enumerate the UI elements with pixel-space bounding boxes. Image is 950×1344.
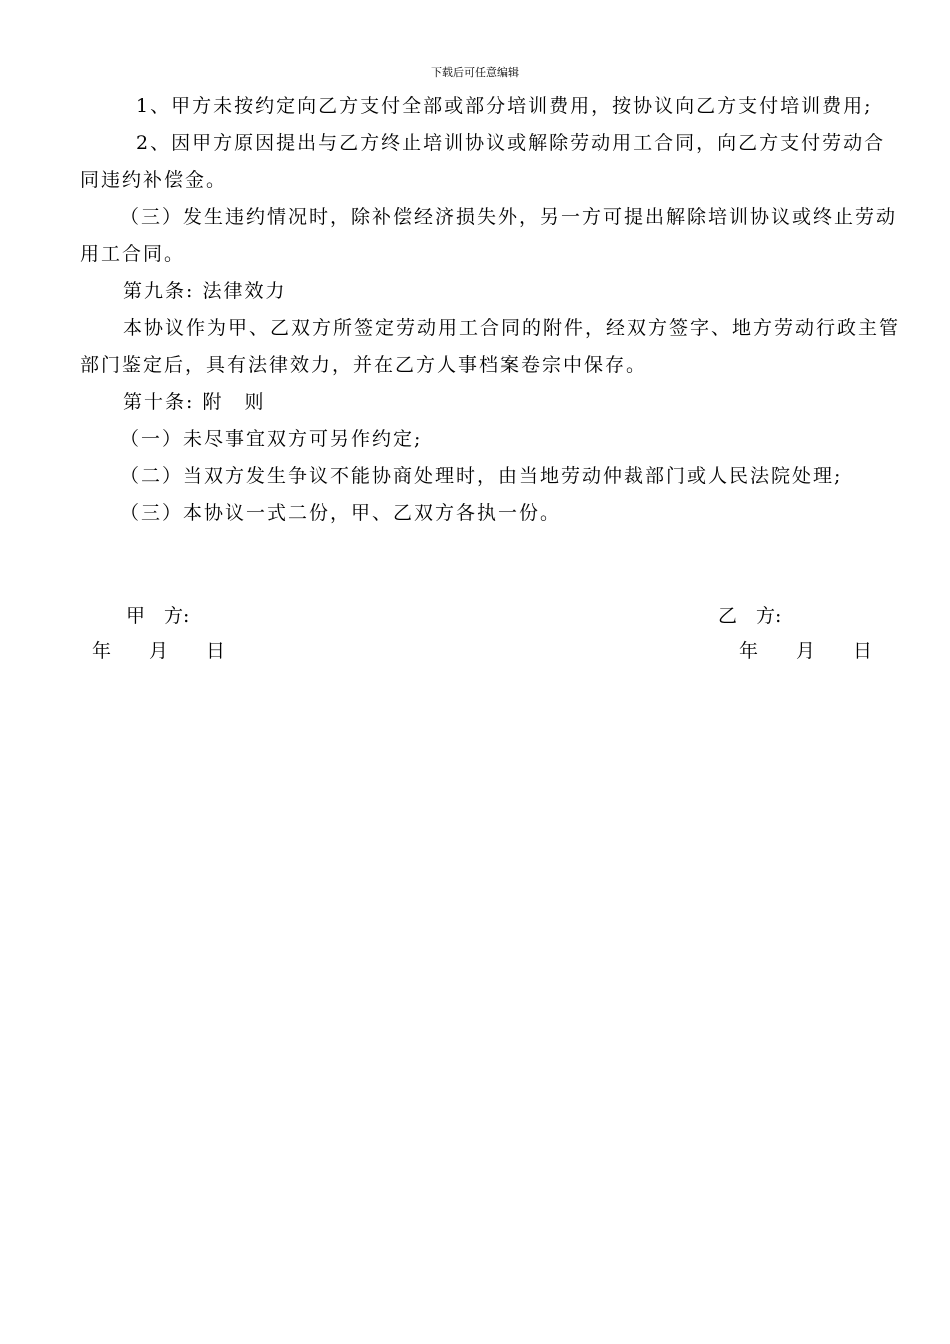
document-body bbox=[80, 88, 904, 532]
article-10-item-3: （三）本协议一式二份，甲、乙双方各执一份。 bbox=[120, 502, 562, 524]
article-9-heading: 第九条: 法律效力 bbox=[123, 280, 287, 302]
party-a-label: 甲 方: bbox=[126, 605, 190, 627]
clause-item-3: （三）发生违约情况时，除补偿经济损失外，另一方可提出解除培训协议或终止劳动用工合同。 bbox=[80, 206, 898, 265]
article-10-heading: 第十条: 附 则 bbox=[123, 391, 266, 413]
article-10-item-1: （一）未尽事宜双方可另作约定; bbox=[120, 428, 423, 450]
page-header-note: 下载后可任意编辑 bbox=[431, 66, 519, 79]
party-a-date: 年 月 日 bbox=[92, 640, 226, 662]
party-b-label: 乙 方: bbox=[718, 605, 782, 627]
article-10-item-2: （二）当双方发生争议不能协商处理时，由当地劳动仲裁部门或人民法院处理; bbox=[120, 465, 843, 487]
party-b-date: 年 月 日 bbox=[739, 640, 873, 662]
article-9-text: 本协议作为甲、乙双方所签定劳动用工合同的附件，经双方签字、地方劳动行政主管部门鉴定后，具有法律效力，并在乙方人事档案卷宗中保存。 bbox=[80, 317, 901, 376]
clause-item-2: 2、因甲方原因提出与乙方终止培训协议或解除劳动用工合同，向乙方支付劳动合同违约补偿金。 bbox=[80, 132, 886, 191]
clause-item-1: 1、甲方未按约定向乙方支付全部或部分培训费用，按协议向乙方支付培训费用; bbox=[136, 95, 873, 117]
